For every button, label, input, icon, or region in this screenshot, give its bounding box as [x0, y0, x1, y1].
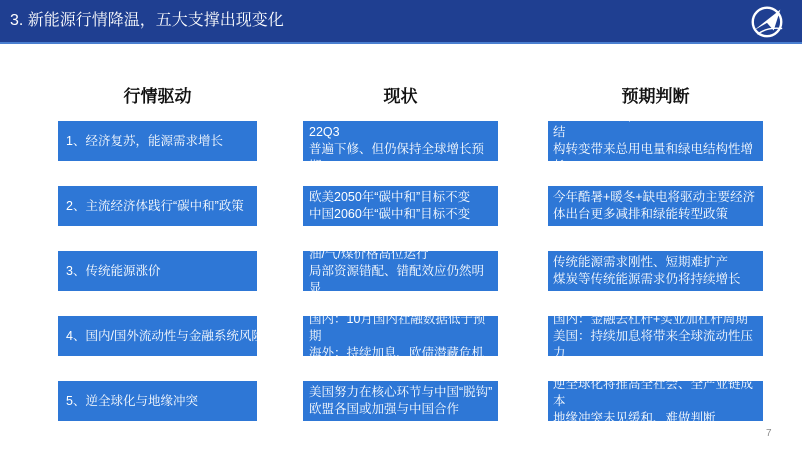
page-number: 7	[766, 428, 772, 439]
status-text: 欧美2050年“碳中和”目标不变 中国2060年“碳中和”目标不变	[309, 190, 471, 221]
outlook-card-4	[548, 311, 763, 360]
driver-card-4	[58, 316, 264, 356]
driver-text: 5、逆全球化与地缘冲突	[66, 393, 198, 408]
status-card-1	[303, 108, 498, 173]
outlook-text: 国内：金融去杠杆+实业加杠杆周期 美国：持续加息将带来全球流动性压力	[553, 311, 754, 360]
status-card-3	[303, 246, 498, 295]
header-bar	[0, 0, 802, 42]
status-text: 美国努力在核心环节与中国“脱钩” 欧盟各国或加强与中国合作	[309, 385, 493, 416]
status-text: IMF对全球主要经济体预测较22Q3 普遍下修、但仍保持全球增长预期	[309, 108, 485, 173]
outlook-card-2	[548, 186, 763, 226]
column-header-outlook: 预期判断	[621, 87, 690, 106]
airplane-globe-logo-icon	[748, 2, 786, 40]
driver-card-3	[58, 251, 257, 291]
status-text: 国内：10月国内社融数据低于预期 海外：持续加息、欧债潜藏危机	[309, 311, 486, 360]
driver-card-1	[58, 121, 257, 161]
outlook-card-5	[548, 376, 763, 425]
column-header-status: 现状	[383, 87, 418, 106]
driver-card-5	[58, 381, 257, 421]
status-card-5	[303, 381, 498, 421]
page-title: 3. 新能源行情降温，五大支撑出现变化	[10, 12, 284, 29]
outlook-text: 逆全球化将推高全社会、全产业链成本 地缘冲突未见缓和、难做判断	[553, 376, 754, 425]
driver-text: 2、主流经济体践行“碳中和”政策	[66, 198, 244, 213]
outlook-text: 今年酷暑+暖冬+缺电将驱动主要经济 体出台更多减排和绿能转型政策	[553, 190, 756, 221]
outlook-text: 传统能源需求刚性、短期难扩产 煤炭等传统能源需求仍将持续增长	[553, 255, 741, 286]
outlook-text: 全球经济低迷，人口、新技术、能源结 构转变带来总用电量和绿电结构性增长	[553, 108, 754, 173]
status-text: 油/气/煤价格高位运行 局部资源错配、错配效应仍然明显	[309, 246, 485, 295]
header-accent-line	[0, 42, 802, 44]
outlook-card-1	[548, 108, 763, 173]
status-card-4	[303, 311, 498, 360]
outlook-card-3	[548, 251, 763, 291]
driver-text: 1、经济复苏，能源需求增长	[66, 133, 223, 148]
column-header-drivers: 行情驱动	[123, 87, 192, 106]
status-card-2	[303, 186, 498, 226]
driver-text: 4、国内/国外流动性与金融系统风险	[66, 328, 264, 343]
driver-text: 3、传统能源涨价	[66, 263, 161, 278]
driver-card-2	[58, 186, 257, 226]
